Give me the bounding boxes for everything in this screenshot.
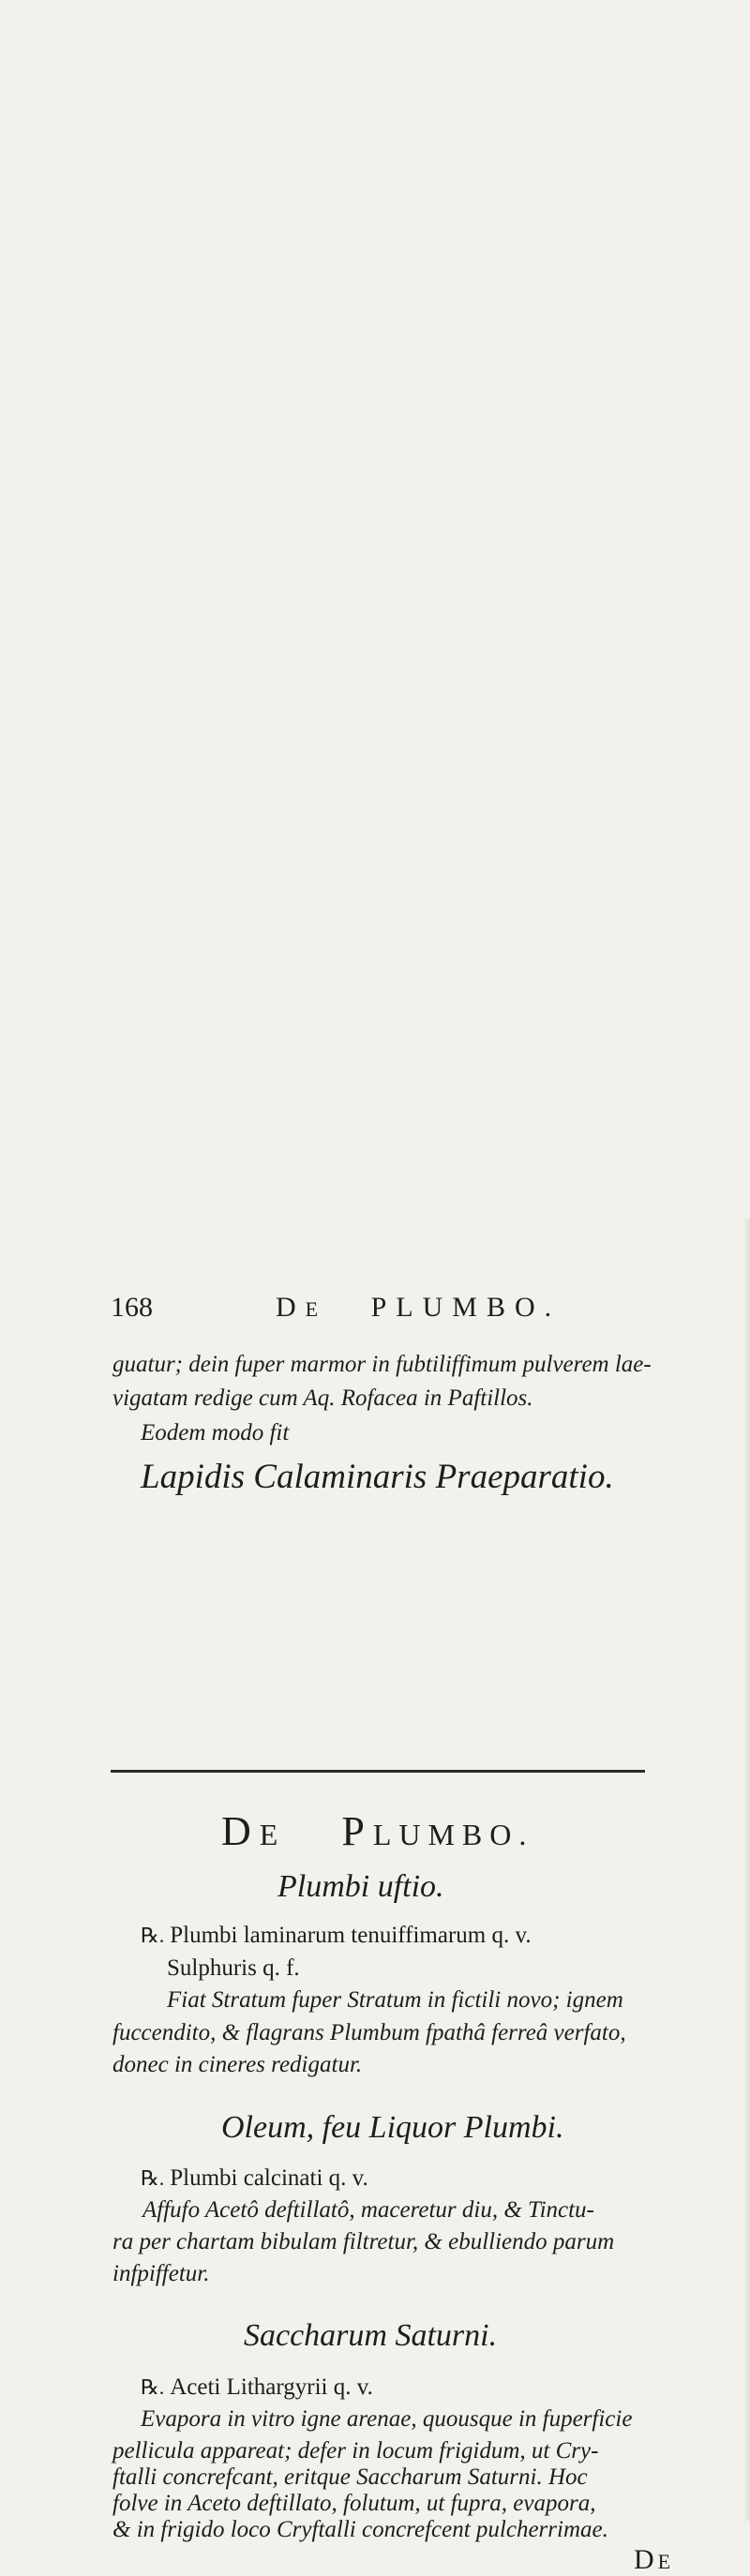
recipe-symbol: ℞. — [141, 1924, 165, 1947]
recipe-title-ustio: Plumbi uftio. — [278, 1869, 444, 1904]
text-line: Affufo Acetô deftillatô, maceretur diu, & Tinctu- — [142, 2197, 594, 2223]
text-line: ftalli concrefcant, eritque Saccharum Saturni. Hoc — [112, 2464, 588, 2490]
text-line: infpiffetur. — [112, 2261, 210, 2286]
text-line: & in frigido loco Cryftalli concrefcent pulcherrimae. — [112, 2517, 608, 2542]
text-line: Sulphuris q. f. — [167, 1955, 300, 1981]
subsection-title: Lapidis Calaminaris Praeparatio. — [141, 1458, 614, 1496]
text-line: ℞. Plumbi laminarum tenuiffimarum q. v. — [141, 1923, 532, 1948]
recipe-symbol: ℞. — [141, 2166, 165, 2190]
page-header — [111, 1292, 598, 1329]
catchword: DE — [634, 2544, 675, 2575]
page-edge-shadow — [742, 1219, 750, 2521]
running-head: DE PLUMBO. — [276, 1292, 562, 1323]
text-line: ℞. Aceti Lithargyrii q. v. — [141, 2374, 373, 2400]
text-line: Evapora in vitro igne arenae, quousque in fuperficie — [141, 2406, 633, 2432]
section-rule — [111, 1770, 645, 1773]
section-heading: DE PLUMBO. — [221, 1808, 534, 1854]
text-line: vigatam redige cum Aq. Rofacea in Paftillos. — [112, 1385, 533, 1411]
text-line: guatur; dein fuper marmor in fubtiliffimum pulverem lae- — [112, 1352, 652, 1377]
text-line: donec in cineres redigatur. — [112, 2052, 363, 2077]
text-line: folve in Aceto deftillato, folutum, ut fupra, evapora, — [112, 2491, 596, 2516]
text-line: pellicula appareat; defer in locum frigidum, ut Cry- — [112, 2438, 599, 2464]
text-line: ra per chartam bibulam filtretur, & ebulliendo parum — [112, 2229, 615, 2254]
text-line: Eodem modo fit — [141, 1420, 290, 1445]
book-page — [0, 1219, 750, 2575]
recipe-title-oleum: Oleum, feu Liquor Plumbi. — [221, 2110, 564, 2145]
page-number: 168 — [111, 1292, 153, 1323]
text-line: fuccendito, & flagrans Plumbum fpathâ ferreâ verfato, — [112, 2020, 626, 2045]
recipe-symbol: ℞. — [141, 2375, 165, 2399]
recipe-title-saccharum: Saccharum Saturni. — [244, 2318, 498, 2353]
text-line: Fiat Stratum fuper Stratum in fictili novo; ignem — [167, 1987, 623, 2013]
text-line: ℞. Plumbi calcinati q. v. — [141, 2165, 368, 2191]
